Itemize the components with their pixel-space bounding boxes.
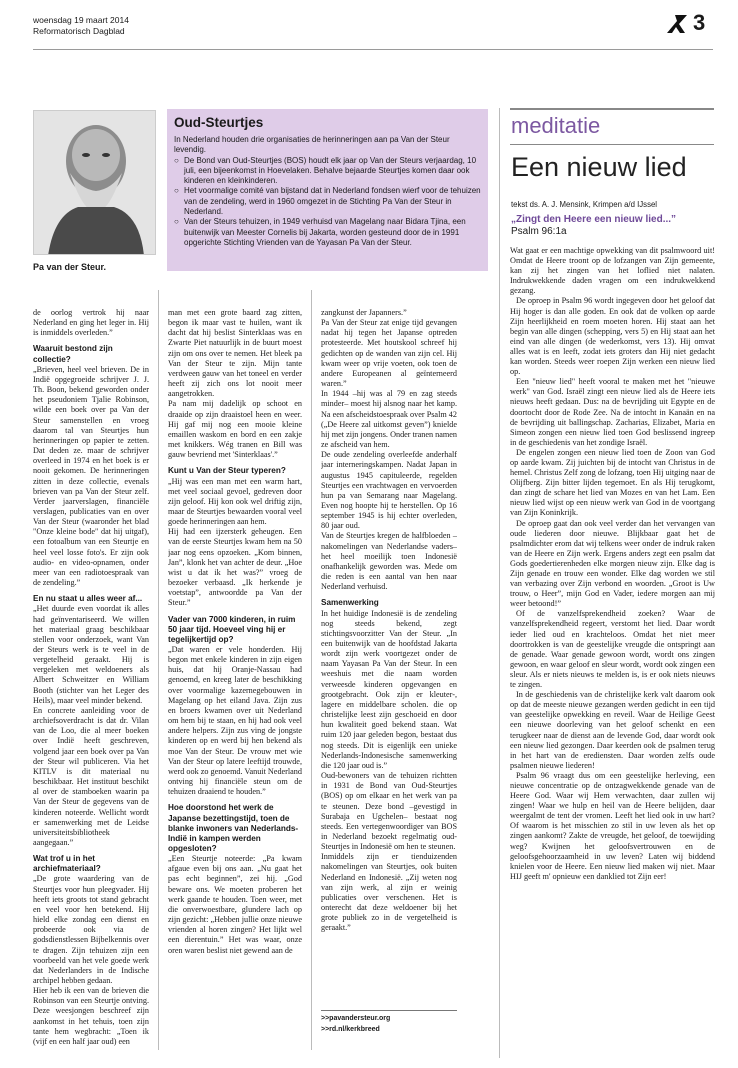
infobox-item-text: Van der Steurs tehuizen, in 1949 verhuisd van Magelang naar Bidara Tjina, een buitenwijk van Meester Cornelis bij Jakarta, worden gesteund door de in 1991 opgerichte Stichting Vrienden van de Yayasan Pa Van der Steur.	[184, 217, 466, 247]
column-divider	[158, 290, 159, 1050]
meditation-title: Een nieuw lied	[511, 152, 687, 182]
page-number: 3	[693, 10, 706, 35]
subheading: Wat trof u in het archiefmateriaal?	[33, 854, 101, 874]
paragraph: De engelen zongen een nieuw lied toen de Zoon van God op aarde kwam. Zij juichten bij de intocht van Christus in de hemel. Christus Zelf zong de lofzang, toen Hij uitging naar de Olijfberg. Zijn bitter lijden tegemoet. En als Hij terugkomt, dan zingt de schare het lied van Mozes en van het Lam. Een nieuw lied wijst op een nieuw werk van God in de voortgang van Zijn Koninkrijk.	[510, 447, 715, 518]
paragraph: Hier heb ik een van de brieven die Robinson van een Steurtje ontving. Deze weesjongen beschreef zijn aankomst in het tehuis, toen zijn tante hem wegbracht: „Toen ik (vijf en een half jaar oud) een	[33, 986, 149, 1046]
meditation-body	[510, 246, 715, 946]
paragraph: man met een grote baard zag zitten, begon ik maar vast te huilen, want ik dacht dat hij beslist Sinterklaas was en Zwarte Piet natuurlijk in de buurt moest zijn om ons over te nemen. Het bleek pa Van der Steur te zijn. Mijn tante verdween gauw van het toneel en verder heeft zij zich ons lot nooit meer aangetrokken.	[168, 308, 302, 399]
paragraph: „Een Steurtje noteerde: „Pa kwam afgaue even bij ons aan. „Nu gaat het pas echt beginnen”, zei hij. „God beware ons. We moeten proberen het werk gaande te houden. Toen weer, met die onverwoestbare, glundere lach op zijn gezicht: „Hebben jullie onze nieuwe vrienden al horen zingen? Het lijkt wel een dierentuin.” Het was waar, onze oren waren beslist niet gewend aan de	[168, 854, 302, 955]
infobox-item-text: Het voormalige comité van bijstand dat in Nederland fondsen wierf voor de tehuizen van de zendeling, werd in 1960 omgezet in de Stichting Pa Van der Steur in Nederland.	[184, 186, 481, 217]
paragraph: Van de Steurtjes kregen de halfbloeden –nakomelingen van Nederlandse vaders– het heel moeilijk toen Indonesië onafhankelijk geworden was. Mede om die reden is een aantal van hen naar Nederland verhuisd.	[321, 531, 457, 592]
paragraph: zangkunst der Japanners.”	[321, 308, 407, 317]
subheading: En nu staat u alles weer af...	[33, 594, 143, 604]
article-column-2	[168, 308, 302, 1058]
subheading: Waaruit bestond zijn collectie?	[33, 344, 113, 364]
paragraph: Of de vanzelfsprekendheid zoeken? Waar de vanzelfsprekendheid regeert, verstomt het lied. Daar wordt ieder lied oud en krachteloos. Omdat het niet meer doortrokken is van de geestelijke vreugde die ontspringt aan de genade. Waar genade gewoon wordt, wordt ons zingen gewoon, en waar geloof en sleur wordt, wordt ook zingen een sleur. Als er niets nieuws te melden is, is er ook niets nieuws te zingen.	[510, 609, 715, 690]
related-links	[321, 1010, 457, 1036]
paragraph: Psalm 96 vraagt dus om een geestelijke herleving, een nieuwe concentratie op de ontzagwekkende genade van de Heere God. Waar wij Hem verwachten, daar zullen wij zingen! Waar we hulp en heil van de Heere belijden, daar weergalmt de tent der vromen. Leeft het lied ook in uw hart? Of waarom is het misschien zo stil in uw leven als het op zingen aankomt? Zakte de vreugde, het geloof, de toewijding weg? Kwijnen het geloofsvertrouwen en de geloofsgehoorzaamheid in uw leven? Laten wij biddend knielen voor de Heere. Een nieuw lied maken wij niet. Maar HIJ geeft m' opnieuw een danklied tot Zijn eer!	[510, 770, 715, 881]
infobox-title: Oud-Steurtjes	[174, 115, 264, 130]
infobox-item	[174, 186, 481, 217]
subheading: Vader van 7000 kinderen, in ruim 50 jaar tijd. Hoeveel ving hij er tegelijkertijd op?	[168, 614, 296, 644]
paragraph: Inmiddels zijn er tienduizenden nakomelingen van Steurtjes, ook buiten Nederland en Indonesië. „Zij weten nog van zijn werk, al zijn er weinig publicaties over verschenen. Het is onterecht dat deze weldoener bij het grote publiek zo in de vergetelheid is geraakt.”	[321, 852, 457, 933]
link-rd-kerkbreed[interactable]: >>rd.nl/kerkbreed	[321, 1026, 380, 1033]
header-paper-name: Reformatorisch Dagblad	[33, 26, 125, 36]
infobox-item-text: De Bond van Oud-Steurtjes (BOS) houdt elk jaar op Van der Steurs verjaardag, 10 juli, een bijeenkomst in Hoevelaken. Behalve bejaarde Steurtjes komen daar ook kinderen en kleinkinderen.	[184, 155, 477, 186]
paragraph: En concrete aanleiding voor de archiefsoverdracht is dat dr. Vilan van de Loo, die al meer boeken over Indië heeft geschreven, volgend jaar een boek over pa Van der Steur wil publiceren. Via het KITLV is dit materiaal nu beschikbaar. Het instituut beschikt al over de stamboeken waarin pa Van der Steur de gegevens van de kinderen noteerde. Wellicht wordt er samenwerking met de Leidse universiteitsbibliotheek aangegaan.”	[33, 705, 149, 847]
meditation-byline: tekst ds. A. J. Mensink, Krimpen a/d IJssel	[511, 200, 658, 209]
article-column-3	[321, 308, 457, 1058]
paragraph: De oproep gaat dan ook veel verder dan het vervangen van oude liederen door nieuwe. Blijkbaar gaat het de psalmdichter erom dat wij telkens weer onder de indruk raken van de Heere en Zijn werk. Ergens anders zegt een psalm dat Gods goedertierenheden elke morgen nieuw zijn. Elke dag is Zijn genade en trouw een wonder. Elke dag worden we stil van verbazing over Zijn verbond en woorden. „Groot is Uw trouw, o Heer”, mijn God en Vader, iedere morgen aan mij weer betoond!”	[510, 518, 715, 609]
paragraph: „Dat waren er vele honderden. Hij begon met enkele kinderen in zijn eigen huis, dat hij Oranje-Nassau had genoemd, en kreeg later de beschikking over voormalige kazernegebouwen in Magelang op het eiland Java. Zijn zus en broers kwamen over uit Nederland om hem bij te staan, en hij had ook veel andere helpers. Zijn zus ving de jongste kinderen op en werd bij hen bekend als moe Van der Steur. De vrouw met wie Van der Steur op latere leeftijd trouwde, werd ook zo genoemd. Vanuit Nederland ontving hij financiële steun om de tehuizen draaiend te houden.”	[168, 645, 302, 797]
infobox-item	[174, 156, 481, 187]
article-column-1	[33, 308, 149, 1058]
page-header	[33, 10, 713, 50]
bullet-circle-icon: ○	[174, 155, 179, 165]
link-pavandersteur[interactable]: >>pavandersteur.org	[321, 1015, 391, 1022]
paragraph: Wat gaat er een machtige opwekking van dit psalmwoord uit! Omdat de Heere troont op de lofzangen van Zijn gemeente, kan zij het zingen van het loflied niet nalaten. Indrukwekkende daden vragen om een indrukwekkend gezang.	[510, 246, 715, 296]
paragraph: Hij had een ijzersterk geheugen. Een van de eerste Steurtjes kwam hem na 50 jaar nog eens opzoeken. „Kom binnen, Jan”, klonk het van achter de deur. „Hoe wist u dat ik het was?” vroeg de bezoeker verbaasd. „Ik herkende je voetstap”, antwoordde pa Van der Steur.”	[168, 527, 302, 608]
paragraph: In de geschiedenis van de christelijke kerk valt daarom ook op dat de meeste nieuwe gezangen werden gedicht in een tijd van geestelijke opwekking en reveil. Waar de Heilige Geest een nieuwe doorleving van het geloof schenkt en een terugkeer naar de dienst aan de levende God, daar wordt ook een nieuw lied gezongen. Daar keerden ook de psalmen terug in het hart van de erediensten. Daar worden zelfs oude psalmen nieuwe liederen!	[510, 690, 715, 770]
infobox	[167, 109, 488, 271]
paragraph: Pa Van der Steur zat enige tijd gevangen nadat hij tegen het Japanse optreden protesteerde. Met houtskool schreef hij gedichten op de wanden van zijn cel. Hij kwam weer op vrije voeten, ook toen de andere Europeanen al geïnterneerd waren.”	[321, 318, 457, 389]
meditation-kicker: meditatie	[511, 113, 601, 138]
column-divider	[311, 290, 312, 1050]
meditation-quote: „Zingt den Heere een nieuw lied...”	[511, 214, 677, 225]
paragraph: „Hij was een man met een warm hart, met veel sociaal gevoel, gedreven door zijn geloof. Hij kon ook wel driftig zijn, maar de Steurtjes bewaarden vooral veel goede herinneringen aan hem.	[168, 476, 302, 527]
subheading: Kunt u Van der Steur typeren?	[168, 466, 286, 476]
infobox-item	[174, 217, 481, 248]
meditation-psalm-reference: Psalm 96:1a	[511, 226, 567, 237]
bullet-circle-icon: ○	[174, 186, 179, 196]
paragraph: „Brieven, heel veel brieven. De in Indië opgegroeide schrijver J. J. Th. Boon, bekend geworden onder het pseudoniem Tjalie Robinson, wilde een boek over pa Van der Steur samenstellen en vroeg daarom tal van Steurtjes hun herinneringen op papier te zetten. Dat deden ze. maar de schrijver overleed in 1974 en het boek is er nooit gekomen. De herinneringen zitten in deze collectie, evenals brieven van pa Van der Steur zelf. Verder jaarverslagen, financiële verslagen, publicaties van en over Van der Steur (waaronder het blad "Onze kleine bode" dat hij uitgaf), een fotoalbum van een Steurtje en heel veel losse foto's. Er zijn ook audio- en video-opnamen, onder meer van een radiotoespraak van de zendeling.”	[33, 364, 149, 588]
portrait-photo	[33, 110, 156, 255]
paragraph: De oude zendeling overleefde anderhalf jaar interneringskampen. Nadat Japan in augustus 1945 capituleerde, regelden Steurtjes een vrachtwagen en vervoerden hun pa van Semarang naar Magelang. Even nog hoopte hij te herstellen. Op 16 september 1945 is hij echter overleden, 80 jaar oud.	[321, 450, 457, 531]
column-divider	[499, 108, 500, 1058]
paragraph: „Het duurde even voordat ik alles had geïnventariseerd. We willen het materiaal graag beschikbaar stellen voor onderzoek, want Van der Steurs werk is te veel in de vergetelheid geraakt. Hij is vergeleken met weldoeners als Albert Schweitzer en William Booth (stichter van het Leger des Heils), maar veel minder bekend.	[33, 604, 149, 705]
paragraph: In het huidige Indonesië is de zendeling nog steeds bekend, zegt stichtingsvoorzitter Van der Steur. „In een buitenwijk van de hoofdstad Jakarta wordt zijn werk voortgezet onder de naam Yayasan Pa Van der Steur. In een weeshuis met die naam worden verweesde kinderen opgevangen en grootgebracht. Ook zijn er kleuter-, lagere en middelbare scholen. die op christelijke leest zijn geschoeid en door hun kwaliteit goed bekend staan. Wat ruim 120 jaar geleden begon, bestaat dus nog steeds. Dit is eigenlijk een unieke Nederlands-Indonesische samenwerking die 120 jaar oud is.”	[321, 608, 457, 770]
paragraph: Pa nam mij dadelijk op schoot en draaide op zijn draaistoel heen en weer. Hij gaf mij nog een mooie kleine emaillen waskom en bord en een zakje met knikkers. Wég tranen en Bill was gauw bevriend met 'Sinterklaas'.”	[168, 399, 302, 460]
paragraph: de oorlog vertrok hij naar Nederland en ging het leger in. Hij is inmiddels overleden.”	[33, 308, 149, 338]
subheading: Samenwerking	[321, 598, 379, 608]
meditation-rule	[510, 144, 714, 145]
rd-logo-icon	[665, 13, 689, 35]
portrait-image	[34, 111, 156, 255]
header-date: woensdag 19 maart 2014	[33, 15, 129, 25]
paragraph: In 1944 –hij was al 79 en zag steeds minder– moest hij alsnog naar het kamp. Na een afscheidstoespraak over Psalm 42 („De Heere zal uitkomst geven”) knielde hij met zijn jongens. Onder tranen namen ze afscheid van hem.	[321, 389, 457, 450]
paragraph: Oud-bewoners van de tehuizen richtten in 1931 de Bond van Oud-Steurtjes (BOS) op om elkaar en het werk van pa te steunen. Deze bond –gevestigd in Surabaja en Ugchelen– bestaat nog steeds. Een vertegenwoordiger van BOS in Nederland bezoekt regelmatig oud-Steurtjes in Indonesië om hen te steunen.	[321, 771, 457, 852]
paragraph: „De grote waardering van de Steurtjes voor hun pleegvader. Hij heeft iets groots tot stand gebracht en veel voor hen betekend. Hij hield elke zondag een dienst en probeerde ook via de godsdienstlessen Bijbelkennis over te dragen. Zijn tehuizen zijn een voorbeeld van het vele goede werk dat Nederlanders in de Indische archipel hebben gedaan.	[33, 874, 149, 985]
photo-caption: Pa van der Steur.	[33, 262, 107, 272]
infobox-intro: In Nederland houden drie organisaties de herinneringen aan pa Van der Steur levendig.	[174, 135, 450, 155]
paragraph: Een "nieuw lied" heeft vooral te maken met het "nieuwe werk" van God. Israël zingt een nieuw lied als de Heere iets nieuws heeft gedaan. Dus: na de bevrijding uit Egypte en de doortocht door de Rode Zee. Na de intocht in Kanaän en na de bevrijding uit ballingschap. Zacharias, Elizabet, Maria en Simeon zongen een nieuw lied toen God beslissend ingreep in de geschiedenis van het zondige Israël.	[510, 377, 715, 447]
paragraph: De oproep in Psalm 96 wordt ingegeven door het geloof dat Hij hoger is dan alle goden. En ook dat de volken op aarde Zijn heerlijkheid en roem moeten horen. Hij staat aan het begin van alle dingen (schepping, vers 5) en Hij staat aan het eind van alle dingen (de wederkomst, vers 13). Hij omvat alles wat is en leeft, zodat iets groters dan Hij niet gedacht kan worden. Steeds weer roepen Zijn werken een nieuw lied op.	[510, 296, 715, 377]
subheading: Hoe doorstond het werk de Japanse bezettingstijd, toen de blanke inwoners van Nederlands-Indië in kampen werden opgesloten?	[168, 803, 299, 853]
bullet-circle-icon: ○	[174, 217, 179, 227]
